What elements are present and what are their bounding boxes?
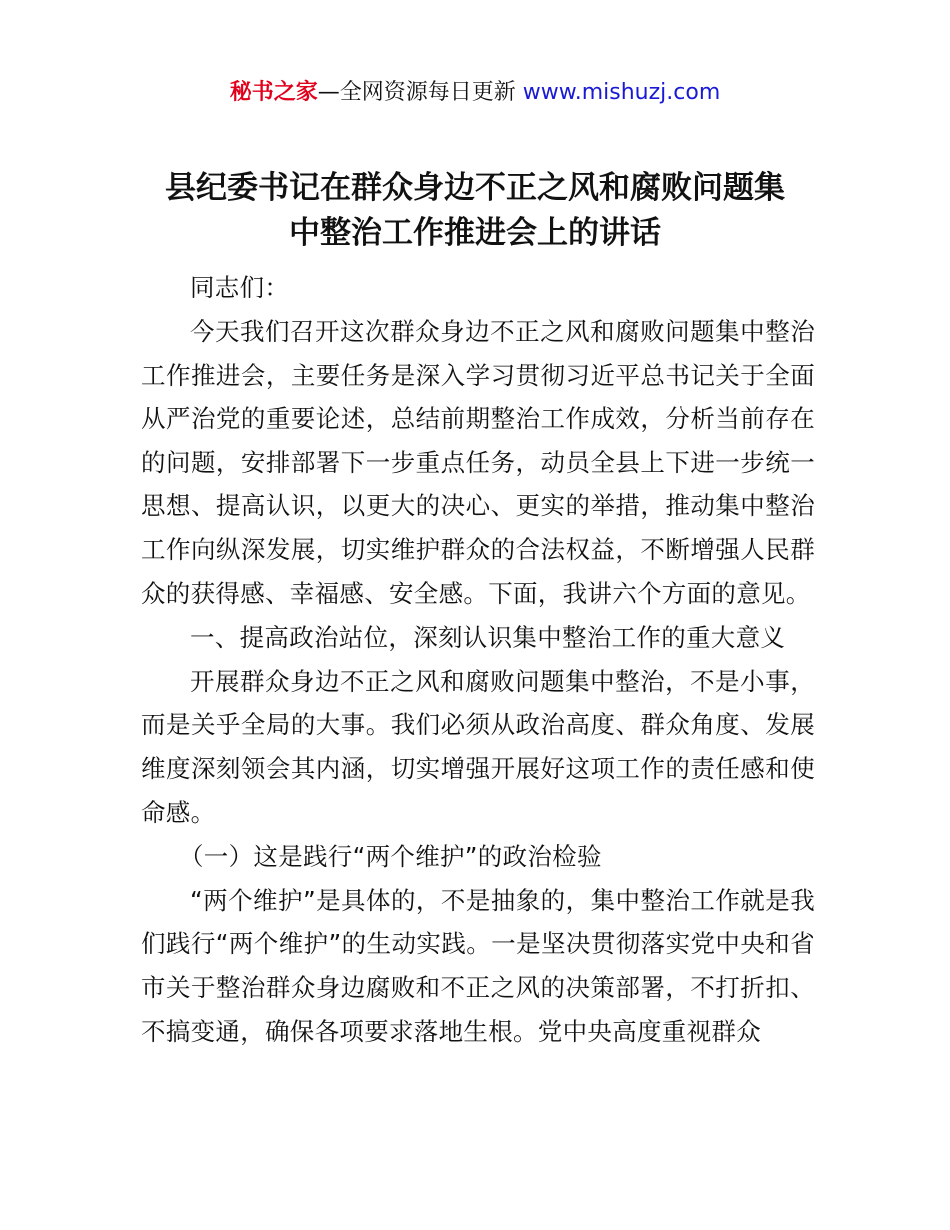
document-title [120,166,830,256]
brand-name: 秘书之家 [229,80,318,105]
section-heading-1: 一、提高政治站位，深刻认识集中整治工作的重大意义 [190,622,786,652]
document-body [141,266,815,1054]
header-tagline: —全网资源每日更新 [317,80,516,105]
site-link[interactable]: www.mishuzj.com [522,80,721,105]
paragraph-subsection-1: “两个维护”是具体的，不是抽象的，集中整治工作就是我们践行“两个维护”的生动实践。一是坚决贯彻落实党中央和省市关于整治群众身边腐败和不正之风的决策部署，不打折扣、不搞变通，确保各项要求落地生根。党中央高度重视群众 [141,885,815,1046]
paragraph-intro: 今天我们召开这次群众身边不正之风和腐败问题集中整治工作推进会，主要任务是深入学习贯彻习近平总书记关于全面从严治党的重要论述，总结前期整治工作成效，分析当前存在的问题，安排部署下一步重点任务，动员全县上下进一步统一思想、提高认识，以更大的决心、更实的举措，推动集中整治工作向纵深发展，切实维护群众的合法权益，不断增强人民群众的获得感、幸福感、安全感。下面，我讲六个方面的意见。 [141,317,815,608]
title-line-2: 中整治工作推进会上的讲话 [289,215,661,251]
site-header [0,76,950,110]
salutation: 同志们： [190,273,290,302]
title-line-1: 县纪委书记在群众身边不正之风和腐败问题集 [165,170,785,206]
subsection-heading-1: （一）这是践行“两个维护”的政治检验 [179,841,602,871]
paragraph-section-1: 开展群众身边不正之风和腐败问题集中整治，不是小事，而是关乎全局的大事。我们必须从政治高度、群众角度、发展维度深刻领会其内涵，切实增强开展好这项工作的责任感和使命感。 [141,666,815,827]
